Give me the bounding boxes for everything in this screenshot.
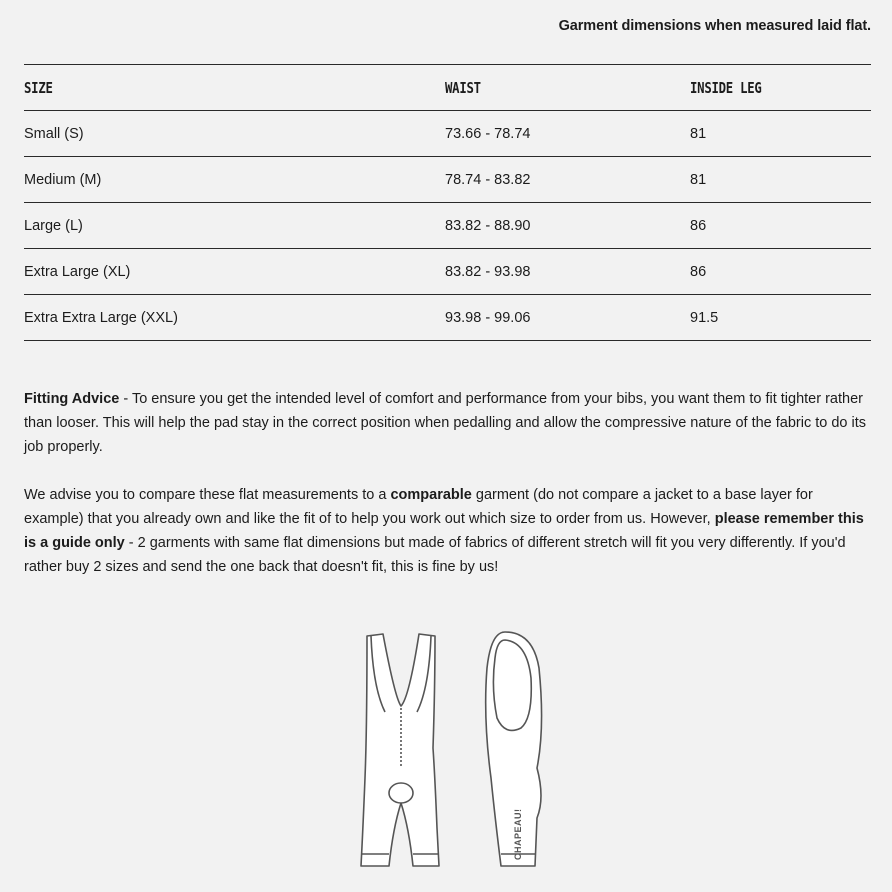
fitting-advice-text: - To ensure you get the intended level of comfort and performance from your bibs, you want them to fit tighter rather than looser. This will help the pad stay in the correct position when pedalling and allow the compressive nature of the fabric to do its job properly. (24, 391, 867, 455)
bib-front-outline (361, 634, 439, 866)
size-cell: Extra Large (XL) (24, 249, 445, 295)
advice-emphasis-guide: please remember this is a guide only (24, 511, 864, 551)
header-inside-leg: INSIDE LEG (690, 65, 871, 111)
inside-leg-cell: 81 (690, 157, 871, 203)
inside-leg-cell: 81 (690, 111, 871, 157)
waist-cell: 73.66 - 78.74 (445, 111, 690, 157)
size-table (24, 64, 871, 341)
table-row (24, 203, 871, 249)
advice-text-a: We advise you to compare these flat measurements to a (24, 487, 391, 503)
inside-leg-cell: 86 (690, 203, 871, 249)
advice-text-c: garment (do not compare a jacket to a base layer for example) that you already own and like the fit of to help you work out which size to order from us. However, (24, 487, 813, 527)
comparison-advice-paragraph (24, 483, 869, 579)
inside-leg-cell: 86 (690, 249, 871, 295)
fitting-advice-label: Fitting Advice (24, 391, 120, 407)
size-cell: Small (S) (24, 111, 445, 157)
bib-front-pad (389, 783, 413, 803)
header-waist: WAIST (445, 65, 690, 111)
inside-leg-cell: 91.5 (690, 295, 871, 341)
waist-cell: 78.74 - 83.82 (445, 157, 690, 203)
table-row (24, 157, 871, 203)
waist-cell: 83.82 - 93.98 (445, 249, 690, 295)
table-row (24, 295, 871, 341)
size-cell: Medium (M) (24, 157, 445, 203)
brand-label: CHAPEAU! (513, 808, 523, 860)
advice-emphasis-comparable: comparable (390, 487, 472, 503)
table-caption: Garment dimensions when measured laid flat. (558, 18, 871, 34)
table-row (24, 111, 871, 157)
fitting-advice-paragraph (24, 387, 869, 459)
table-row (24, 249, 871, 295)
table-header-row (24, 65, 871, 111)
bib-shorts-illustration (355, 628, 555, 873)
size-cell: Extra Extra Large (XXL) (24, 295, 445, 341)
waist-cell: 83.82 - 88.90 (445, 203, 690, 249)
size-cell: Large (L) (24, 203, 445, 249)
advice-text-e: - 2 garments with same flat dimensions but made of fabrics of different stretch will fit you very differently. If you'd rather buy 2 sizes and send the one back that doesn't fit, this is fine by us! (24, 535, 846, 575)
waist-cell: 93.98 - 99.06 (445, 295, 690, 341)
header-size: SIZE (24, 65, 445, 111)
